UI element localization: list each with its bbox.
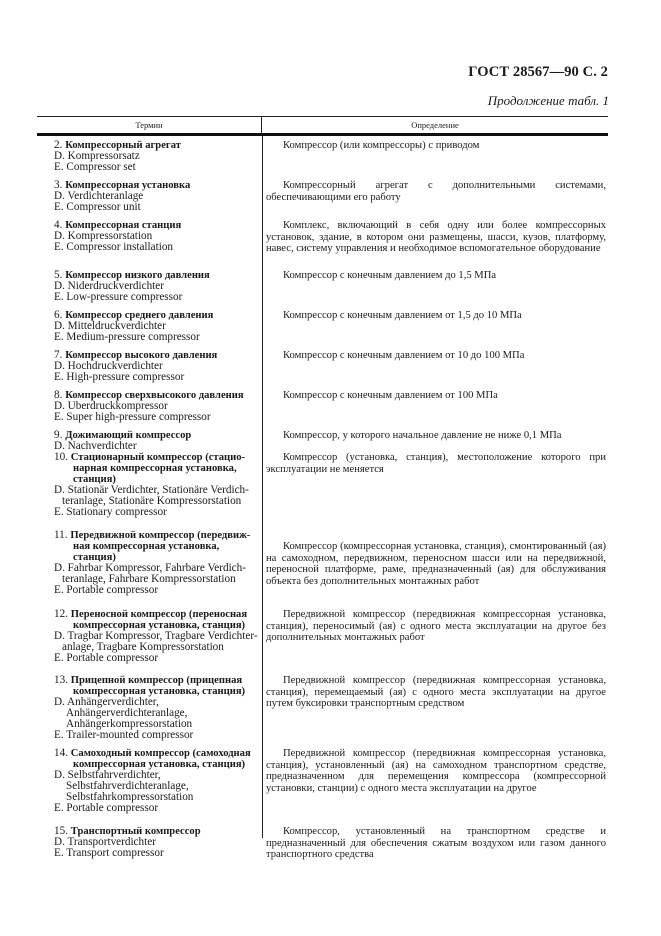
term-german: D. Kompressorsatz xyxy=(54,150,140,162)
definition-text: Компрессор (или компрессоры) с приводом xyxy=(283,140,480,151)
term-english: E. Super high-pressure compressor xyxy=(54,411,211,423)
term-english: E. Low-pressure compressor xyxy=(54,291,183,303)
term-russian-line xyxy=(54,609,262,620)
term-english: E. Stationary compressor xyxy=(54,506,167,518)
term-number: 11. xyxy=(54,529,68,541)
table-row xyxy=(37,220,608,255)
term-english: E. Trailer-mounted compressor xyxy=(54,729,194,741)
term-russian-line: компрессорная установка, станция) xyxy=(73,759,246,770)
term-cell xyxy=(37,675,262,741)
definition-text: Компрессор с конечным давлением от 1,5 до 10 МПа xyxy=(283,310,522,321)
term-german: D. Verdichteranlage xyxy=(54,190,144,202)
header-definition: Определение xyxy=(411,120,459,130)
term-number: 12. xyxy=(54,608,68,620)
term-russian: Передвижной компрессор (передвиж- xyxy=(70,530,251,541)
term-english: E. Transport compressor xyxy=(54,847,164,859)
definition-cell xyxy=(262,452,608,518)
term-cell xyxy=(37,390,262,423)
term-russian: Стационарный компрессор (стацио- xyxy=(70,452,246,463)
term-english: E. Compressor unit xyxy=(54,201,141,213)
term-number: 7. xyxy=(54,349,63,361)
term-number: 4. xyxy=(54,219,63,231)
term-english: E. Compressor installation xyxy=(54,241,174,253)
term-cell xyxy=(37,350,262,383)
term-english: E. Medium-pressure compressor xyxy=(54,331,200,343)
definition-text: Компрессор, установленный на транспортном средстве и предназначенный для обеспечения сжатым воздухом или газом данного транспортного средства xyxy=(266,826,606,860)
term-english: E. Portable compressor xyxy=(54,652,159,664)
term-cell xyxy=(37,748,262,814)
term-russian: Транспортный компрессор xyxy=(70,826,201,837)
definition-cell xyxy=(262,310,608,343)
term-german: D. Mitteldruckverdichter xyxy=(54,320,166,332)
term-cell xyxy=(37,452,262,518)
term-russian-line xyxy=(54,530,262,541)
table-row xyxy=(37,430,608,452)
definition-cell xyxy=(262,220,608,255)
term-cell xyxy=(37,140,262,173)
term-russian-line: станция) xyxy=(73,474,116,485)
definition-text: Передвижной компрессор (передвижная компрессорная установка, станция), перемещаемый (ая) с одного места эксплуатации на другое путем буксировки транспортным средством xyxy=(266,675,606,709)
term-cell xyxy=(37,310,262,343)
term-cell xyxy=(37,609,262,664)
term-german: D. Fahrbar Kompressor, Fahrbare Verdich- xyxy=(54,562,246,574)
term-russian: Переносной компрессор (переносная xyxy=(70,609,248,620)
definition-cell xyxy=(262,390,608,423)
term-russian: Компрессорная установка xyxy=(65,180,191,191)
term-german: D. Hochdruckverdichter xyxy=(54,360,163,372)
term-cell xyxy=(37,270,262,303)
term-german: D. Anhängerverdichter, xyxy=(54,696,159,708)
definition-cell xyxy=(262,530,608,596)
term-russian: Прицепной компрессор (прицепная xyxy=(70,675,243,686)
term-number: 10. xyxy=(54,451,68,463)
term-german: Anhängerkompressorstation xyxy=(66,718,193,730)
term-russian: Компрессор низкого давления xyxy=(65,270,210,281)
definition-cell xyxy=(262,748,608,814)
table-row xyxy=(37,748,608,814)
term-german: Selbstfahrverdichteranlage, xyxy=(66,780,189,792)
definition-cell xyxy=(262,180,608,213)
table-row xyxy=(37,180,608,213)
term-german: Selbstfahrkompressorstation xyxy=(66,791,194,803)
table-row xyxy=(37,609,608,664)
definition-cell xyxy=(262,609,608,664)
definition-text: Компрессорный агрегат с дополнительными системами, обеспечивающими его работу xyxy=(266,180,606,203)
term-cell xyxy=(37,430,262,452)
term-russian-line: ная компрессорная установка, станция) xyxy=(73,541,220,563)
term-russian: Компрессор сверхвысокого давления xyxy=(65,390,244,401)
term-english: E. Portable compressor xyxy=(54,584,159,596)
definition-cell xyxy=(262,826,608,861)
table-row xyxy=(37,826,608,861)
table-header xyxy=(37,116,608,136)
term-number: 3. xyxy=(54,179,63,191)
term-number: 14. xyxy=(54,747,68,759)
definition-text: Комплекс, включающий в себя одну или более компрессорных установок, здание, в котором они размещены, шасси, кузов, платформу, навес, систему управления и необходимое вспомогательное оборудование xyxy=(266,220,606,254)
definition-cell xyxy=(262,675,608,741)
term-russian-line: компрессорная установка, станция) xyxy=(73,620,246,631)
term-german: anlage, Tragbare Kompressorstation xyxy=(62,641,224,653)
definition-text: Компрессор (установка, станция), местоположение которого при эксплуатации не меняется xyxy=(266,452,606,475)
term-german: D. Transportverdichter xyxy=(54,836,156,848)
term-cell xyxy=(37,180,262,213)
term-russian: Компрессорная станция xyxy=(65,220,182,231)
term-cell xyxy=(37,826,262,861)
term-russian: Дожимающий компрессор xyxy=(65,430,192,441)
table-row xyxy=(37,530,608,596)
term-english: E. Compressor set xyxy=(54,161,136,173)
term-english: E. Portable compressor xyxy=(54,802,159,814)
definition-text: Компрессор с конечным давлением от 100 МПа xyxy=(283,390,498,401)
definition-cell xyxy=(262,140,608,173)
table-row xyxy=(37,390,608,423)
term-cell xyxy=(37,530,262,596)
term-cell xyxy=(37,220,262,255)
page-header: ГОСТ 28567—90 С. 2 xyxy=(468,64,608,80)
term-number: 8. xyxy=(54,389,63,401)
term-german: Anhängerverdichteranlage, xyxy=(66,707,188,719)
definition-cell xyxy=(262,270,608,303)
term-number: 9. xyxy=(54,429,63,441)
table-row xyxy=(37,675,608,741)
term-german: teranlage, Fahrbare Kompressorstation xyxy=(62,573,236,585)
term-english: E. High-pressure compressor xyxy=(54,371,185,383)
term-german: D. Uberdruckkompressor xyxy=(54,400,168,412)
definition-cell xyxy=(262,430,608,452)
term-number: 6. xyxy=(54,309,63,321)
term-russian-line xyxy=(54,675,262,686)
terms-table xyxy=(37,116,608,860)
term-german: D. Nachverdichter xyxy=(54,440,137,452)
term-russian: Компрессор высокого давления xyxy=(65,350,218,361)
term-number: 2. xyxy=(54,139,63,151)
term-number: 13. xyxy=(54,674,68,686)
table-row xyxy=(37,350,608,383)
definition-cell xyxy=(262,350,608,383)
term-german: D. Niderdruckverdichter xyxy=(54,280,164,292)
definition-text: Передвижной компрессор (передвижная компрессорная установка, станция), переносимый (ая) с одного места эксплуатации на другое без дополнительных монтажных работ xyxy=(266,609,606,643)
definition-text: Компрессор, у которого начальное давление не ниже 0,1 МПа xyxy=(283,430,562,441)
term-german: D. Stationär Verdichter, Stationäre Verdich- xyxy=(54,484,249,496)
term-russian-line: компрессорная установка, станция) xyxy=(73,686,246,697)
term-number: 5. xyxy=(54,269,63,281)
definition-text: Компрессор с конечным давлением до 1,5 МПа xyxy=(283,270,497,281)
term-german: D. Kompressorstation xyxy=(54,230,153,242)
term-german: D. Tragbar Kompressor, Tragbare Verdichter- xyxy=(54,630,258,642)
table-body xyxy=(37,136,608,860)
table-row xyxy=(37,310,608,343)
term-german: teranlage, Stationäre Kompressorstation xyxy=(62,495,242,507)
term-russian-line: нарная компрессорная установка, xyxy=(73,463,237,474)
definition-text: Компрессор с конечным давлением от 10 до 100 МПа xyxy=(283,350,525,361)
term-number: 15. xyxy=(54,825,68,837)
table-row xyxy=(37,452,608,518)
header-term: Термин xyxy=(37,117,262,133)
term-russian: Компрессор среднего давления xyxy=(65,310,214,321)
term-russian-line xyxy=(54,452,262,463)
term-german: D. Selbstfahrverdichter, xyxy=(54,769,161,781)
table-continuation-label: Продолжение табл. 1 xyxy=(487,93,609,108)
term-russian-line xyxy=(54,748,262,759)
definition-text: Компрессор (компрессорная установка, станция), смонтированный (ая) на самоходном, передвижном, переносном шасси или на передвижной, переносной платформе, раме, предназначенный (ая) для обслуживания объекта без дополнительных монтажных работ xyxy=(266,541,606,587)
term-russian: Самоходный компрессор (самоходная xyxy=(70,748,251,759)
table-row xyxy=(37,270,608,303)
term-russian: Компрессорный агрегат xyxy=(65,140,181,151)
definition-text: Передвижной компрессор (передвижная компрессорная установка, станция), установленный (ая) на самоходном транспортном средстве, предназначенном для перемещения компрессора (компрессорной установки, станции) с одного места эксплуатации на другое xyxy=(266,748,606,794)
table-row xyxy=(37,140,608,173)
